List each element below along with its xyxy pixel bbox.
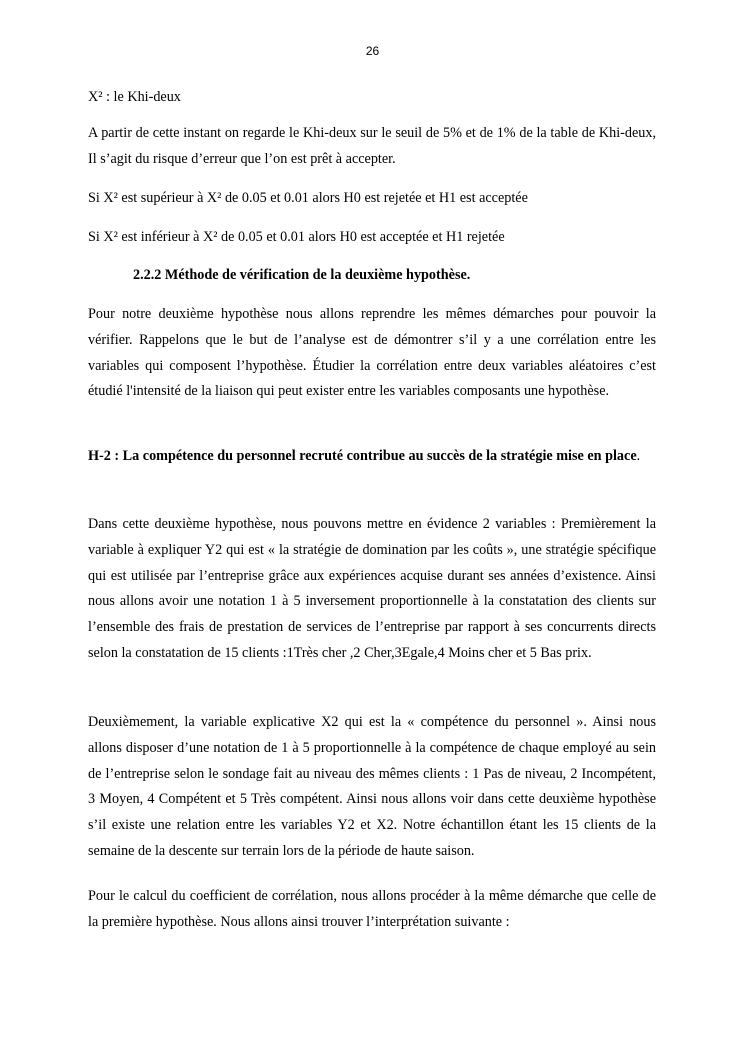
threshold-paragraph: A partir de cette instant on regarde le Khi-deux sur le seuil de 5% et de 1% de la table de Khi-deux, Il s’agit du risque d’erreur que l’on est prêt à accepter.	[88, 125, 656, 167]
intro-paragraph: Pour notre deuxième hypothèse nous allons reprendre les mêmes démarches pour pouvoir la vérifier. Rappelons que le but de l’analyse est de démontrer s’il y a une corrélation entre les variables qui composent l’hypothèse. Étudier la corrélation entre deux variables aléatoires c’est étudié l'intensité de la liaison qui peut exister entre les variables composants une hypothèse.	[88, 306, 656, 400]
acceptance-rule: Si X² est inférieur à X² de 0.05 et 0.01 alors H0 est acceptée et H1 rejetée	[88, 229, 505, 245]
page-number: 26	[365, 44, 380, 58]
section-heading: 2.2.2 Méthode de vérification de la deuxième hypothèse.	[133, 267, 471, 283]
hypothesis-period: .	[636, 448, 641, 464]
calculation-paragraph: Pour le calcul du coefficient de corrélation, nous allons procéder à la même démarche que celle de la première hypothèse. Nous allons ainsi trouver l’interprétation suivante :	[88, 888, 656, 930]
khi-deux-definition: X² : le Khi-deux	[88, 89, 181, 105]
hypothesis-statement	[88, 444, 656, 470]
hypothesis-bold-text: H-2 : La compétence du personnel recruté contribue au succès de la stratégie mise en place	[88, 448, 637, 464]
x2-variable-paragraph: Deuxièmement, la variable explicative X2 qui est la « compétence du personnel ». Ainsi nous allons disposer d’une notation de 1 à 5 proportionnelle à la compétence de chaque employé au sein de l’entreprise selon le sondage fait au niveau des mêmes clients : 1 Pas de niveau, 2 Incompétent, 3 Moyen, 4 Compétent et 5 Très compétent. Ainsi nous allons voir dans cette deuxième hypothèse s’il existe une relation entre les variables Y2 et X2. Notre échantillon étant les 15 clients de la semaine de la descente sur terrain lors de la période de haute saison.	[88, 714, 656, 859]
rejection-rule: Si X² est supérieur à X² de 0.05 et 0.01 alors H0 est rejetée et H1 est acceptée	[88, 190, 528, 206]
y2-variable-paragraph: Dans cette deuxième hypothèse, nous pouvons mettre en évidence 2 variables : Premièrement la variable à expliquer Y2 qui est « la stratégie de domination par les coûts », une stratégie spécifique qui est utilisée par l’entreprise grâce aux expériences acquise durant ses années d’existence. Ainsi nous allons avoir une notation 1 à 5 inversement proportionnelle à la constatation des clients sur l’ensemble des frais de prestation de services de l’entreprise par rapport à ses concurrents directs selon la constatation de 15 clients :1Très cher ,2 Cher,3Egale,4 Moins cher et 5 Bas prix.	[88, 516, 656, 661]
